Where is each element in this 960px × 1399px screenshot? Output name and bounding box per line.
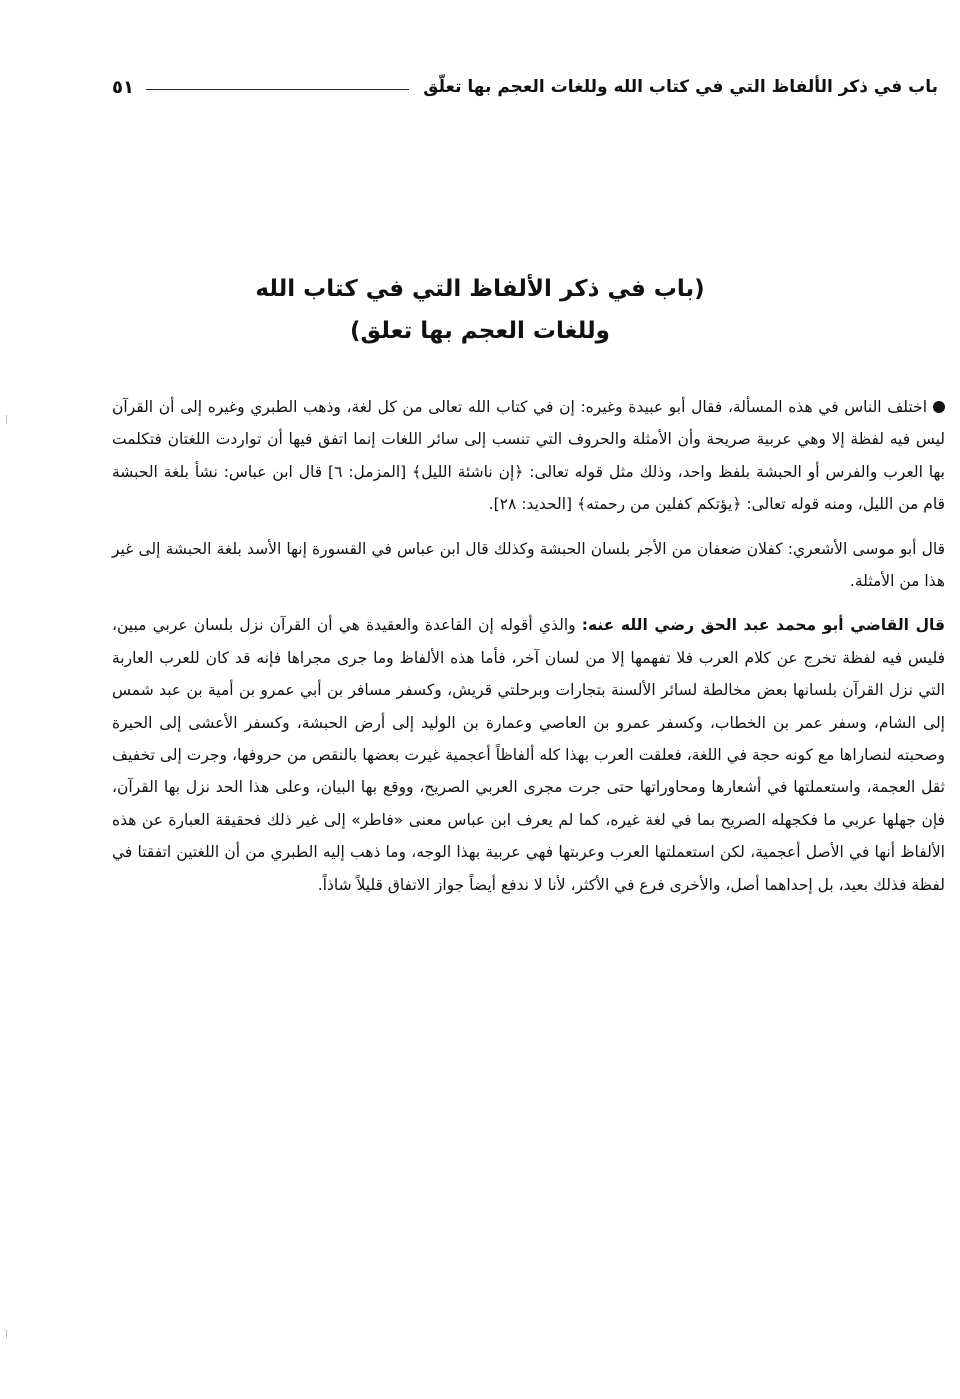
paragraph-2 xyxy=(112,533,945,598)
scan-margin-mark xyxy=(6,415,7,423)
chapter-title-line-1: (باب في ذكر الألفاظ التي في كتاب الله xyxy=(255,276,705,302)
body-text xyxy=(112,391,945,901)
running-title: باب في ذكر الألفاظ التي في كتاب الله وللغات العجم بها تعلّق xyxy=(423,77,938,97)
paragraph-3 xyxy=(112,609,945,901)
chapter-title-line-2: وللغات العجم بها تعلق) xyxy=(350,318,610,344)
paragraph-3-lead: قال القاضي أبو محمد عبد الحق رضي الله عنه: xyxy=(581,616,946,635)
chapter-heading xyxy=(0,268,960,352)
running-header xyxy=(112,70,938,104)
paragraph-1 xyxy=(112,391,945,521)
page-number: ٥١ xyxy=(112,76,134,98)
paragraph-3-text: والذي أقوله إن القاعدة والعقيدة هي أن القرآن نزل بلسان عربي مبين، فليس فيه لفظة تخرج عن كلام العرب فلا تفهمها إلا من لسان آخر، فأما هذه الألفاظ وما جرى مجراها فإنه قد كان للعرب العاربة التي نزل القرآن بلسانها بعض مخالطة لسائر الألسنة بتجارات وبرحلتي قريش، وكسفر مسافر بن أبي عمرو بن أمية بن عبد شمس إلى الشام، وسفر عمر بن الخطاب، وكسفر عمرو بن العاصي وعمارة بن الوليد إلى أرض الحبشة، وكسفر الأعشى إلى الحيرة وصحبته لنصاراها مع كونه حجة في اللغة، فعلقت العرب بهذا كله ألفاظاً أعجمية غيرت بعضها بالنقص من حروفها، وجرت إلى تخفيف ثقل العجمة، واستعملتها في أشعارها ومحاوراتها حتى جرت مجرى العربي الصريح، ووقع بها البيان، وعلى هذا الحد نزل بها القرآن، فإن جهلها عربي ما فكجهله الصريح بما في لغة غيره، كما لم يعرف ابن عباس معنى «فاطر» إلى غير ذلك فحقيقة العبارة عن هذه الألفاظ أنها في الأصل أعجمية، لكن استعملتها العرب وعربتها فهي عربية بهذا الوجه، وما ذهب إليه الطبري من أن اللغتين اتفقتا في لفظة فذلك بعيد، بل إحداهما أصل، والأخرى فرع في الأكثر، لأنا لا ندفع أيضاً جواز الاتفاق قليلاً شاذاً. xyxy=(112,616,945,894)
header-rule xyxy=(146,89,409,90)
bullet-icon xyxy=(933,401,945,413)
paragraph-1-text: اختلف الناس في هذه المسألة، فقال أبو عبيدة وغيره: إن في كتاب الله تعالى من كل لغة، وذهب الطبري وغيره إلى أن القرآن ليس فيه لفظة إلا وهي عربية صريحة وأن الأمثلة والحروف التي تنسب إلى سائر اللغات إنما اتفق فيها أن تواردت اللغتان فتكلمت بها العرب والفرس أو الحبشة بلفظ واحد، وذلك مثل قوله تعالى: ﴿إن ناشئة الليل﴾ [المزمل: ٦] قال ابن عباس: نشأ بلغة الحبشة قام من الليل، ومنه قوله تعالى: ﴿يؤتكم كفلين من رحمته﴾ [الحديد: ٢٨]. xyxy=(112,398,945,514)
scan-margin-mark xyxy=(6,1330,7,1338)
paragraph-2-text: قال أبو موسى الأشعري: كفلان ضعفان من الأجر بلسان الحبشة وكذلك قال ابن عباس في القسورة إنها الأسد بلغة الحبشة إلى غير هذا من الأمثلة. xyxy=(112,539,945,591)
